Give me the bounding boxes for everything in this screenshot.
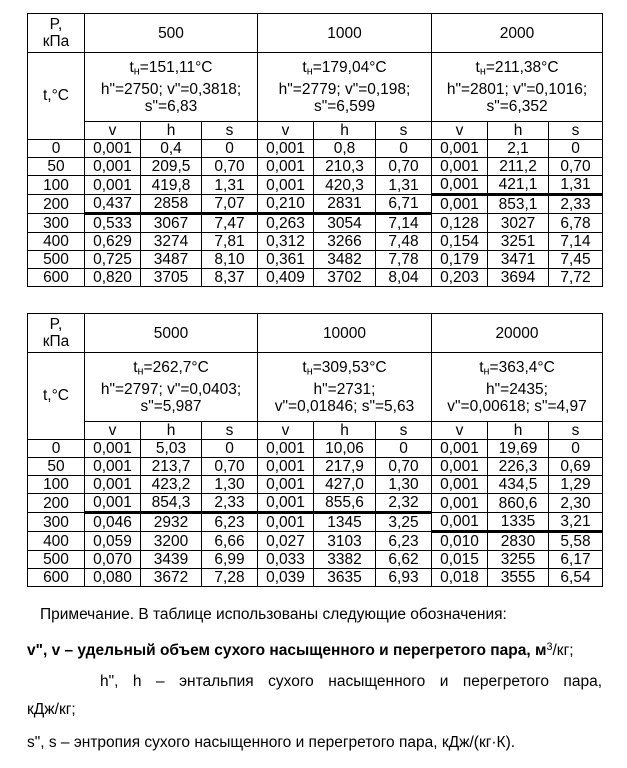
table-row bbox=[28, 440, 603, 458]
value-cell: 3054 bbox=[314, 214, 376, 233]
value-cell: 3103 bbox=[314, 532, 376, 551]
temperature-corner-cell bbox=[28, 353, 85, 440]
value-cell: 0,001 bbox=[432, 513, 488, 532]
column-header-v: v bbox=[85, 422, 141, 440]
value-cell: 2,32 bbox=[376, 494, 432, 513]
value-cell: 854,3 bbox=[141, 494, 202, 513]
value-cell: 210,3 bbox=[314, 158, 376, 176]
pressure-corner-cell bbox=[28, 314, 85, 353]
value-cell: 7,14 bbox=[549, 233, 603, 251]
value-cell: 0,001 bbox=[258, 494, 314, 513]
saturation-line2: h"=2435; bbox=[486, 380, 548, 398]
saturation-row bbox=[28, 353, 603, 422]
value-cell: 0,001 bbox=[85, 458, 141, 476]
value-cell: 10,06 bbox=[314, 440, 376, 458]
value-cell: 0,409 bbox=[258, 269, 314, 287]
saturation-line2: h"=2731; bbox=[313, 380, 376, 398]
value-cell: 0,70 bbox=[202, 458, 258, 476]
value-cell: 6,93 bbox=[376, 569, 432, 587]
value-cell: 2,33 bbox=[549, 195, 603, 214]
column-header-h: h bbox=[314, 122, 376, 140]
table-row bbox=[28, 233, 603, 251]
value-cell: 0,001 bbox=[258, 158, 314, 176]
table-row bbox=[28, 269, 603, 287]
tn-unit: °C bbox=[541, 59, 559, 77]
value-cell: 0,001 bbox=[432, 494, 488, 513]
value-cell: 0,70 bbox=[376, 458, 432, 476]
pressure-value: 10000 bbox=[258, 314, 432, 353]
value-cell: 7,78 bbox=[376, 251, 432, 269]
value-cell: 0,001 bbox=[85, 176, 141, 195]
value-cell: 3482 bbox=[314, 251, 376, 269]
saturation-line3: v"=0,01846; s"=5,63 bbox=[274, 397, 415, 415]
value-cell: 3,25 bbox=[376, 513, 432, 532]
value-cell: 3702 bbox=[314, 269, 376, 287]
value-cell: 3471 bbox=[488, 251, 549, 269]
value-cell: 0,70 bbox=[549, 158, 603, 176]
value-cell: 7,81 bbox=[202, 233, 258, 251]
pressure-symbol: P, bbox=[49, 316, 63, 333]
value-cell: 0,70 bbox=[376, 158, 432, 176]
value-cell: 0 bbox=[202, 440, 258, 458]
temperature-cell: 100 bbox=[28, 476, 85, 494]
saturation-line2: h"=2797; v"=0,0403; bbox=[100, 380, 242, 398]
pressure-symbol: P, bbox=[49, 16, 63, 33]
pressure-unit: кПа bbox=[42, 33, 70, 50]
tn-value: =179,04 bbox=[312, 59, 370, 77]
tn-unit: °C bbox=[369, 59, 387, 77]
value-cell: 0,001 bbox=[85, 140, 141, 158]
column-header-row bbox=[28, 422, 603, 440]
column-header-v: v bbox=[258, 122, 314, 140]
value-cell: 0,725 bbox=[85, 251, 141, 269]
value-cell: 0,018 bbox=[432, 569, 488, 587]
temperature-unit: °C bbox=[51, 387, 70, 404]
column-header-h: h bbox=[141, 422, 202, 440]
value-cell: 213,7 bbox=[141, 458, 202, 476]
value-cell: 8,37 bbox=[202, 269, 258, 287]
table-row bbox=[28, 458, 603, 476]
value-cell: 419,8 bbox=[141, 176, 202, 195]
note-entropy: s", s – энтропия сухого насыщенного и перегретого пара, кДж/(кг·К). bbox=[27, 734, 516, 751]
value-cell: 6,23 bbox=[202, 513, 258, 532]
value-cell: 1,31 bbox=[376, 176, 432, 195]
note-v-superscript: 3 bbox=[546, 641, 553, 653]
column-header-v: v bbox=[85, 122, 141, 140]
value-cell: 0,001 bbox=[432, 176, 488, 195]
value-cell: 6,99 bbox=[202, 551, 258, 569]
value-cell: 0,179 bbox=[432, 251, 488, 269]
tn-unit: °C bbox=[195, 59, 213, 77]
value-cell: 0,001 bbox=[258, 440, 314, 458]
value-cell: 0,001 bbox=[258, 458, 314, 476]
value-cell: 0,001 bbox=[258, 513, 314, 532]
value-cell: 860,6 bbox=[488, 494, 549, 513]
value-cell: 853,1 bbox=[488, 195, 549, 214]
value-cell: 0,001 bbox=[85, 158, 141, 176]
steam-table-2 bbox=[27, 313, 603, 587]
value-cell: 0,015 bbox=[432, 551, 488, 569]
saturation-temperature bbox=[85, 359, 257, 381]
tn-value: =211,38 bbox=[485, 59, 542, 77]
pressure-corner-cell bbox=[28, 14, 85, 53]
saturation-line2: h"=2750; v"=0,3818; bbox=[100, 80, 242, 98]
note-v-text: v", v – удельный объем сухого насыщенного и перегретого пара, м bbox=[27, 641, 547, 659]
column-header-v: v bbox=[432, 122, 488, 140]
column-header-s: s bbox=[376, 422, 432, 440]
tn-subscript: н bbox=[137, 365, 144, 378]
pressure-value: 1000 bbox=[258, 14, 432, 53]
value-cell: 434,5 bbox=[488, 476, 549, 494]
tn-subscript: н bbox=[133, 65, 140, 78]
temperature-unit: °C bbox=[51, 87, 70, 104]
value-cell: 19,69 bbox=[488, 440, 549, 458]
tn-symbol: t bbox=[302, 359, 307, 377]
pressure-unit: кПа bbox=[42, 333, 70, 350]
value-cell: 0,001 bbox=[85, 440, 141, 458]
table-row bbox=[28, 476, 603, 494]
value-cell: 0 bbox=[202, 140, 258, 158]
tn-subscript: н bbox=[306, 65, 313, 78]
value-cell: 1,31 bbox=[549, 176, 603, 195]
tn-symbol: t bbox=[479, 359, 484, 377]
temperature-cell: 300 bbox=[28, 513, 85, 532]
temperature-cell: 500 bbox=[28, 251, 85, 269]
value-cell: 0,001 bbox=[85, 494, 141, 513]
value-cell: 0 bbox=[376, 440, 432, 458]
pressure-value: 20000 bbox=[432, 314, 603, 353]
value-cell: 3635 bbox=[314, 569, 376, 587]
tn-symbol: t bbox=[133, 359, 138, 377]
value-cell: 7,28 bbox=[202, 569, 258, 587]
column-header-s: s bbox=[202, 422, 258, 440]
value-cell: 0,001 bbox=[432, 440, 488, 458]
note-v-tail: /кг; bbox=[552, 641, 574, 659]
value-cell: 423,2 bbox=[141, 476, 202, 494]
saturation-temperature bbox=[258, 59, 431, 81]
value-cell: 0,039 bbox=[258, 569, 314, 587]
table-row bbox=[28, 532, 603, 551]
table-row bbox=[28, 214, 603, 233]
value-cell: 0,629 bbox=[85, 233, 141, 251]
value-cell: 3251 bbox=[488, 233, 549, 251]
value-cell: 211,2 bbox=[488, 158, 549, 176]
pressure-value: 2000 bbox=[432, 14, 603, 53]
temperature-cell: 600 bbox=[28, 569, 85, 587]
table-row bbox=[28, 551, 603, 569]
saturation-line3: s"=5,987 bbox=[140, 397, 202, 415]
value-cell: 0,001 bbox=[258, 176, 314, 195]
value-cell: 5,58 bbox=[549, 532, 603, 551]
saturation-line2: h"=2801; v"=0,1016; bbox=[446, 80, 588, 98]
saturation-line3: v"=0,00618; s"=4,97 bbox=[447, 397, 587, 415]
value-cell: 0,046 bbox=[85, 513, 141, 532]
value-cell: 2831 bbox=[314, 195, 376, 214]
value-cell: 7,72 bbox=[549, 269, 603, 287]
value-cell: 0,001 bbox=[258, 476, 314, 494]
saturation-line3: s"=6,83 bbox=[144, 97, 198, 115]
value-cell: 6,23 bbox=[376, 532, 432, 551]
value-cell: 3027 bbox=[488, 214, 549, 233]
tn-symbol: t bbox=[129, 59, 134, 77]
value-cell: 0,080 bbox=[85, 569, 141, 587]
value-cell: 2932 bbox=[141, 513, 202, 532]
value-cell: 0,001 bbox=[432, 458, 488, 476]
temperature-cell: 100 bbox=[28, 176, 85, 195]
value-cell: 217,9 bbox=[314, 458, 376, 476]
value-cell: 3694 bbox=[488, 269, 549, 287]
saturation-line2: h"=2779; v"=0,198; bbox=[278, 80, 411, 98]
saturation-parameters bbox=[258, 53, 432, 122]
table-row bbox=[28, 251, 603, 269]
value-cell: 420,3 bbox=[314, 176, 376, 195]
table-row bbox=[28, 513, 603, 532]
column-header-v: v bbox=[258, 422, 314, 440]
value-cell: 3274 bbox=[141, 233, 202, 251]
saturation-temperature bbox=[432, 359, 602, 381]
value-cell: 855,6 bbox=[314, 494, 376, 513]
pressure-header-row bbox=[28, 14, 603, 53]
value-cell: 3,21 bbox=[549, 513, 603, 532]
value-cell: 0,070 bbox=[85, 551, 141, 569]
table-row bbox=[28, 158, 603, 176]
column-header-s: s bbox=[549, 422, 603, 440]
table-row bbox=[28, 195, 603, 214]
table-row bbox=[28, 176, 603, 195]
saturation-temperature bbox=[258, 359, 431, 381]
value-cell: 3067 bbox=[141, 214, 202, 233]
value-cell: 3439 bbox=[141, 551, 202, 569]
value-cell: 7,48 bbox=[376, 233, 432, 251]
value-cell: 0,027 bbox=[258, 532, 314, 551]
value-cell: 8,10 bbox=[202, 251, 258, 269]
value-cell: 1,30 bbox=[202, 476, 258, 494]
temperature-cell: 600 bbox=[28, 269, 85, 287]
temperature-cell: 0 bbox=[28, 440, 85, 458]
value-cell: 2830 bbox=[488, 532, 549, 551]
tn-symbol: t bbox=[475, 59, 480, 77]
pressure-header-row bbox=[28, 314, 603, 353]
tn-value: =262,7 bbox=[143, 359, 192, 377]
tn-value: =309,53 bbox=[312, 359, 370, 377]
value-cell: 0,001 bbox=[432, 140, 488, 158]
value-cell: 3255 bbox=[488, 551, 549, 569]
value-cell: 7,14 bbox=[376, 214, 432, 233]
value-cell: 5,03 bbox=[141, 440, 202, 458]
value-cell: 0,8 bbox=[314, 140, 376, 158]
value-cell: 3200 bbox=[141, 532, 202, 551]
value-cell: 0 bbox=[376, 140, 432, 158]
temperature-cell: 0 bbox=[28, 140, 85, 158]
column-header-v: v bbox=[432, 422, 488, 440]
table-row bbox=[28, 569, 603, 587]
value-cell: 8,04 bbox=[376, 269, 432, 287]
value-cell: 0,70 bbox=[202, 158, 258, 176]
value-cell: 0,001 bbox=[432, 476, 488, 494]
value-cell: 0,210 bbox=[258, 195, 314, 214]
temperature-symbol: t, bbox=[42, 387, 52, 404]
value-cell: 3266 bbox=[314, 233, 376, 251]
temperature-cell: 400 bbox=[28, 233, 85, 251]
value-cell: 7,47 bbox=[202, 214, 258, 233]
value-cell: 0,128 bbox=[432, 214, 488, 233]
value-cell: 0,820 bbox=[85, 269, 141, 287]
steam-table-1 bbox=[27, 13, 603, 287]
value-cell: 7,45 bbox=[549, 251, 603, 269]
saturation-parameters bbox=[85, 353, 258, 422]
tn-subscript: н bbox=[306, 365, 313, 378]
value-cell: 6,17 bbox=[549, 551, 603, 569]
value-cell: 7,07 bbox=[202, 195, 258, 214]
value-cell: 6,54 bbox=[549, 569, 603, 587]
value-cell: 427,0 bbox=[314, 476, 376, 494]
temperature-corner-cell bbox=[28, 53, 85, 140]
temperature-cell: 50 bbox=[28, 158, 85, 176]
column-header-h: h bbox=[488, 422, 549, 440]
tn-value: =151,11 bbox=[139, 59, 196, 77]
value-cell: 1,31 bbox=[202, 176, 258, 195]
saturation-parameters bbox=[432, 53, 603, 122]
value-cell: 0,154 bbox=[432, 233, 488, 251]
pressure-value: 5000 bbox=[85, 314, 258, 353]
temperature-cell: 400 bbox=[28, 532, 85, 551]
value-cell: 6,71 bbox=[376, 195, 432, 214]
tn-symbol: t bbox=[302, 59, 307, 77]
value-cell: 0,001 bbox=[258, 140, 314, 158]
saturation-line3: s"=6,599 bbox=[313, 97, 376, 115]
value-cell: 1,29 bbox=[549, 476, 603, 494]
value-cell: 3382 bbox=[314, 551, 376, 569]
column-header-s: s bbox=[202, 122, 258, 140]
value-cell: 0 bbox=[549, 440, 603, 458]
temperature-cell: 500 bbox=[28, 551, 85, 569]
value-cell: 0,010 bbox=[432, 532, 488, 551]
tn-unit: °C bbox=[537, 359, 555, 377]
column-header-s: s bbox=[549, 122, 603, 140]
saturation-parameters bbox=[432, 353, 603, 422]
column-header-row bbox=[28, 122, 603, 140]
tn-subscript: н bbox=[479, 65, 486, 78]
table-row bbox=[28, 494, 603, 513]
tn-unit: °C bbox=[369, 359, 387, 377]
value-cell: 0,361 bbox=[258, 251, 314, 269]
value-cell: 1345 bbox=[314, 513, 376, 532]
value-cell: 0,001 bbox=[432, 158, 488, 176]
value-cell: 1,30 bbox=[376, 476, 432, 494]
temperature-cell: 300 bbox=[28, 214, 85, 233]
saturation-temperature bbox=[85, 59, 257, 81]
saturation-temperature bbox=[432, 59, 602, 81]
value-cell: 0,033 bbox=[258, 551, 314, 569]
saturation-parameters bbox=[85, 53, 258, 122]
tn-subscript: н bbox=[483, 365, 490, 378]
value-cell: 6,78 bbox=[549, 214, 603, 233]
column-header-h: h bbox=[488, 122, 549, 140]
saturation-row bbox=[28, 53, 603, 122]
temperature-symbol: t, bbox=[42, 87, 52, 104]
value-cell: 3672 bbox=[141, 569, 202, 587]
pressure-value: 500 bbox=[85, 14, 258, 53]
value-cell: 6,62 bbox=[376, 551, 432, 569]
value-cell: 0,69 bbox=[549, 458, 603, 476]
note-enthalpy-line1: h", h – энтальпия сухого насыщенного и перегретого пара, bbox=[100, 673, 602, 690]
value-cell: 2,33 bbox=[202, 494, 258, 513]
temperature-cell: 200 bbox=[28, 195, 85, 214]
note-title: Примечание. В таблице использованы следующие обозначения: bbox=[40, 606, 507, 623]
value-cell: 0,263 bbox=[258, 214, 314, 233]
value-cell: 2,30 bbox=[549, 494, 603, 513]
note-enthalpy-line2: кДж/кг; bbox=[27, 701, 76, 718]
column-header-h: h bbox=[141, 122, 202, 140]
value-cell: 2858 bbox=[141, 195, 202, 214]
temperature-cell: 200 bbox=[28, 494, 85, 513]
value-cell: 3705 bbox=[141, 269, 202, 287]
value-cell: 0,001 bbox=[85, 476, 141, 494]
saturation-parameters bbox=[258, 353, 432, 422]
value-cell: 0,4 bbox=[141, 140, 202, 158]
saturation-line3: s"=6,352 bbox=[486, 97, 548, 115]
table-row bbox=[28, 140, 603, 158]
value-cell: 3487 bbox=[141, 251, 202, 269]
tn-value: =363,4 bbox=[489, 359, 538, 377]
value-cell: 226,3 bbox=[488, 458, 549, 476]
value-cell: 0,533 bbox=[85, 214, 141, 233]
tn-unit: °C bbox=[191, 359, 209, 377]
value-cell: 1335 bbox=[488, 513, 549, 532]
value-cell: 0 bbox=[549, 140, 603, 158]
note-specific-volume bbox=[27, 637, 602, 661]
column-header-s: s bbox=[376, 122, 432, 140]
value-cell: 6,66 bbox=[202, 532, 258, 551]
value-cell: 2,1 bbox=[488, 140, 549, 158]
column-header-h: h bbox=[314, 422, 376, 440]
value-cell: 0,059 bbox=[85, 532, 141, 551]
value-cell: 0,001 bbox=[432, 195, 488, 214]
value-cell: 0,312 bbox=[258, 233, 314, 251]
value-cell: 3555 bbox=[488, 569, 549, 587]
value-cell: 209,5 bbox=[141, 158, 202, 176]
value-cell: 0,437 bbox=[85, 195, 141, 214]
value-cell: 421,1 bbox=[488, 176, 549, 195]
temperature-cell: 50 bbox=[28, 458, 85, 476]
value-cell: 0,203 bbox=[432, 269, 488, 287]
